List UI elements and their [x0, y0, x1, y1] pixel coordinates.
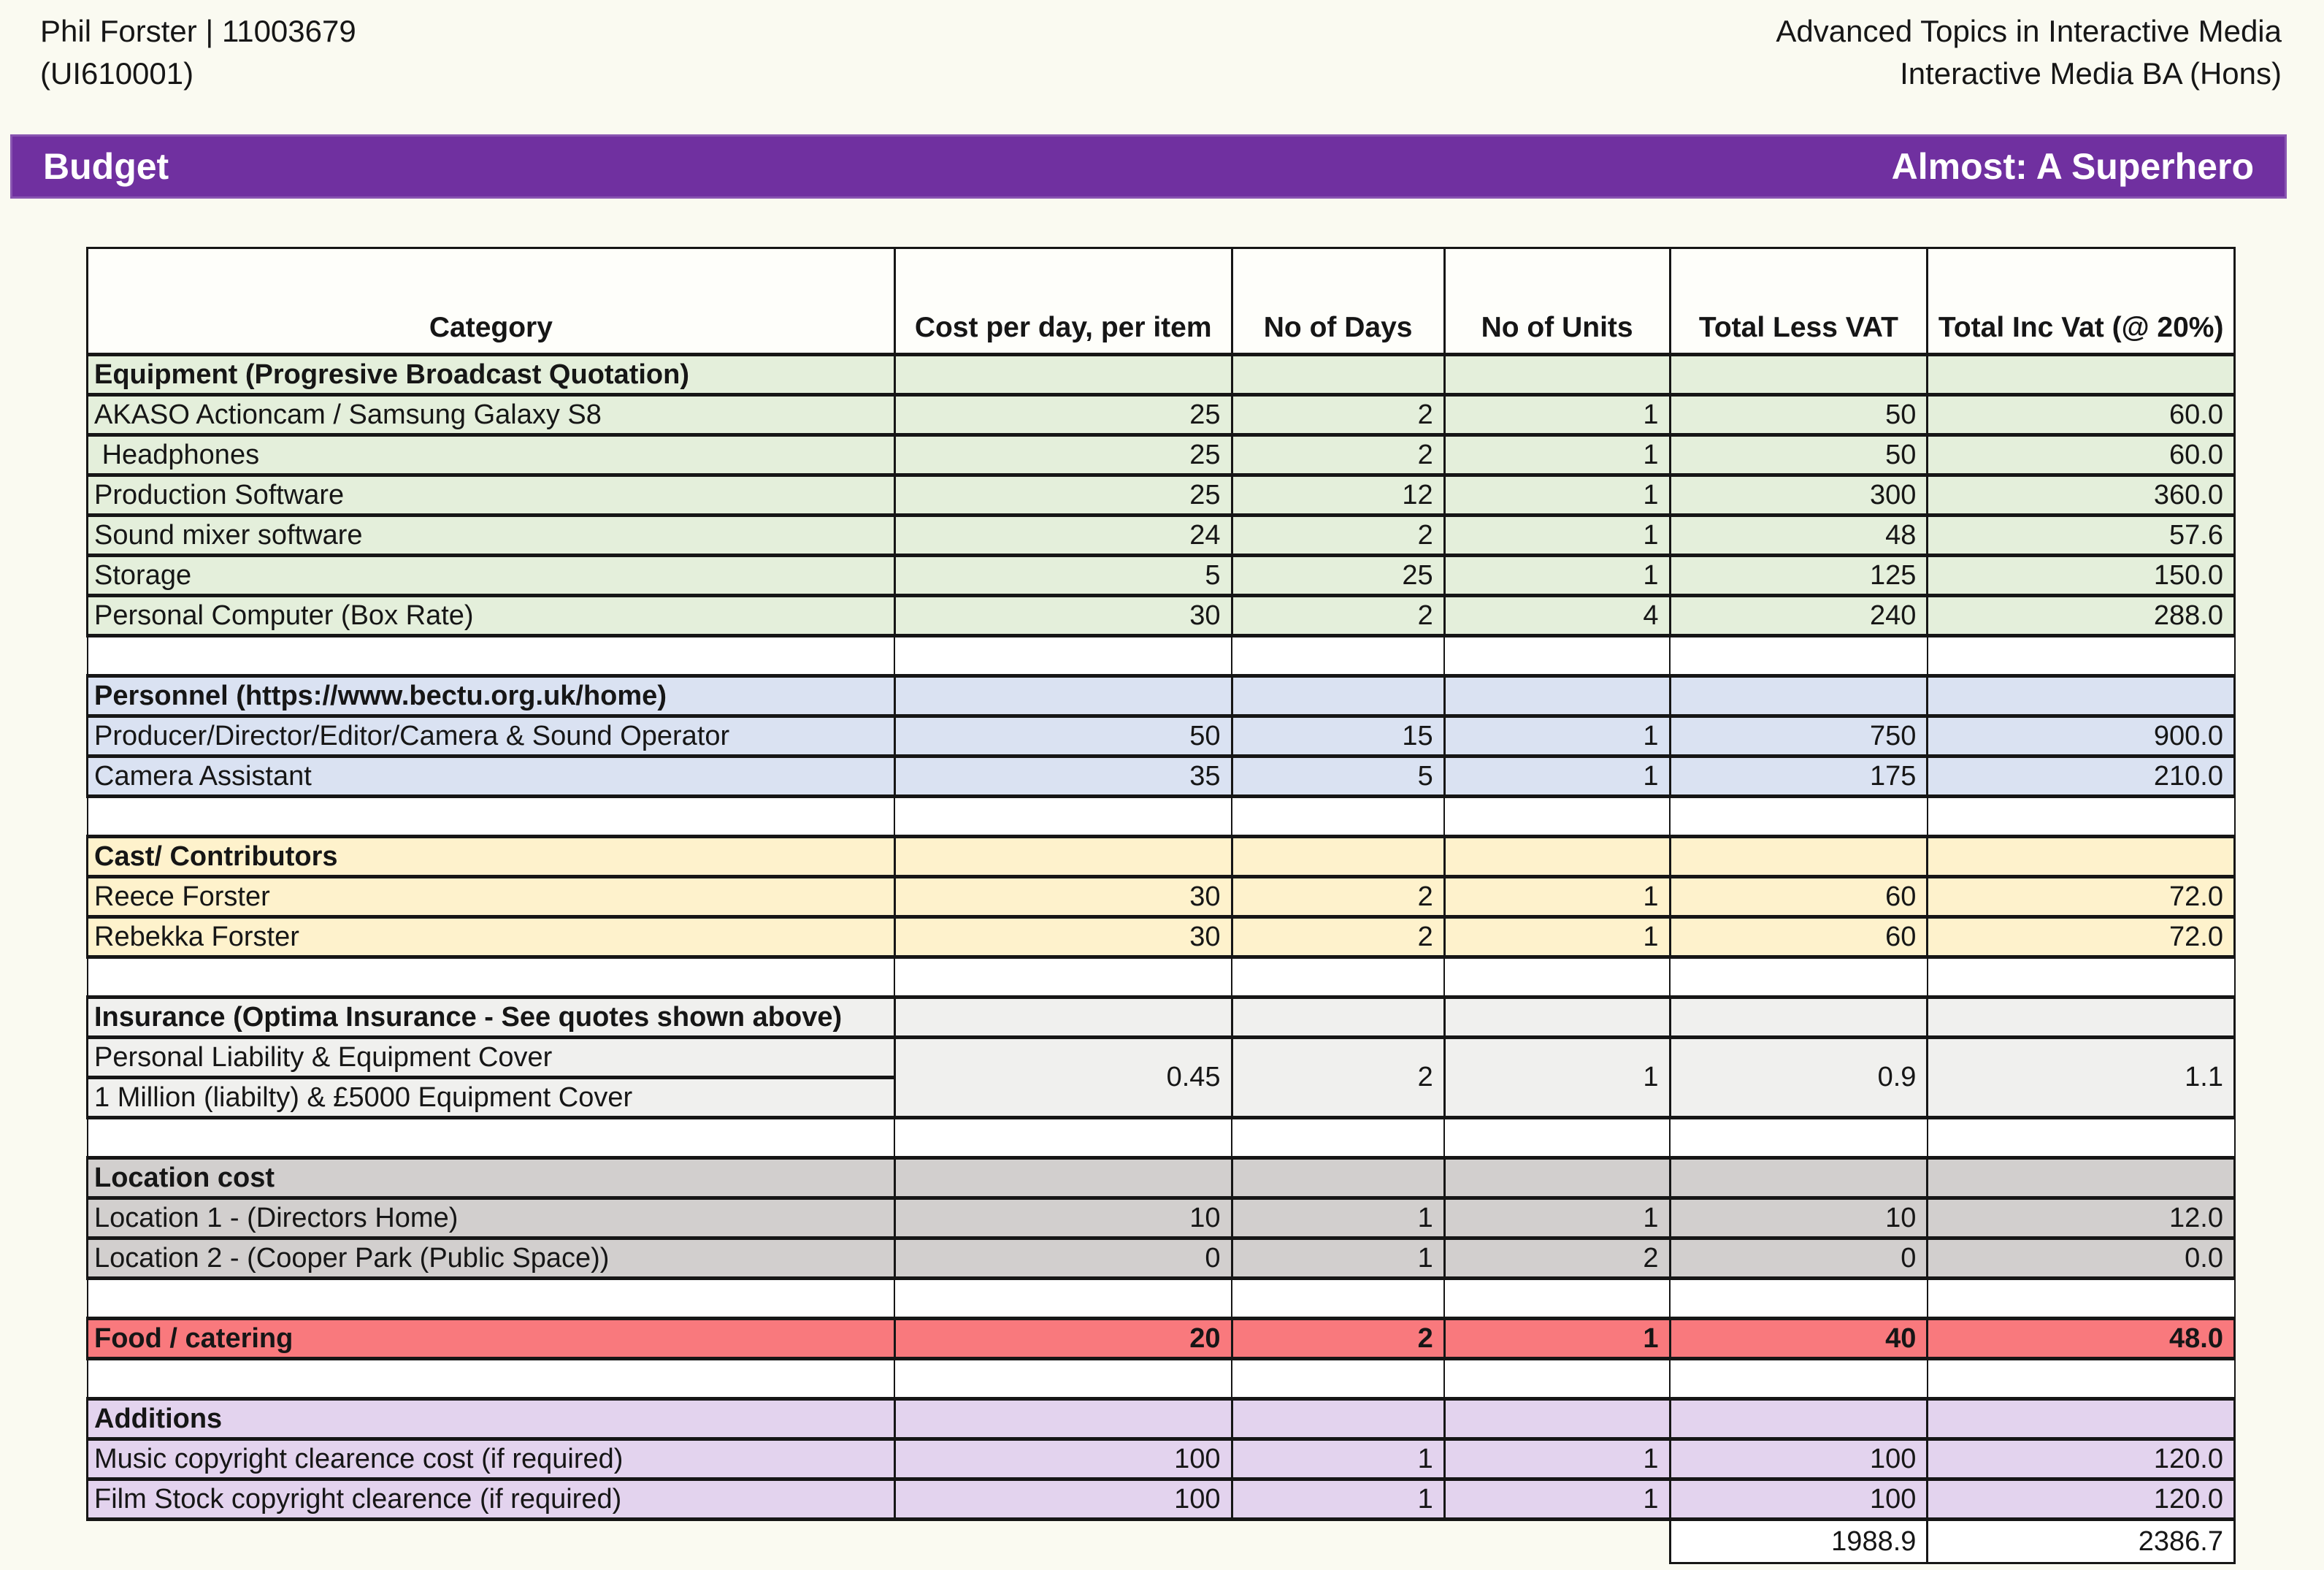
spacer-cell [1928, 1279, 2235, 1319]
section-value-cell [1928, 837, 2235, 877]
value-cell: 750 [1670, 716, 1928, 757]
section-value-cell [1232, 355, 1444, 395]
value-cell: 24 [894, 516, 1232, 556]
value-cell: 60 [1670, 917, 1928, 957]
value-cell: 72.0 [1928, 877, 2235, 917]
category-cell: Camera Assistant [88, 757, 895, 797]
section-value-cell [1444, 1399, 1670, 1439]
student-info [40, 10, 356, 95]
value-cell: 175 [1670, 757, 1928, 797]
spacer-cell [88, 797, 895, 837]
section-value-cell [1232, 1158, 1444, 1198]
value-cell: 1 [1444, 1479, 1670, 1520]
col-header-total-inc-vat: Total Inc Vat (@ 20%) [1928, 248, 2235, 355]
course-title-line: Advanced Topics in Interactive Media [1776, 14, 2282, 48]
spacer-cell [894, 1279, 1232, 1319]
section-value-cell [894, 1158, 1232, 1198]
value-cell: 1 [1444, 435, 1670, 475]
section-title-cell: Food / catering [88, 1319, 895, 1359]
value-cell: 35 [894, 757, 1232, 797]
value-cell: 360.0 [1928, 475, 2235, 516]
category-cell: Location 2 - (Cooper Park (Public Space)) [88, 1238, 895, 1279]
value-cell: 0.45 [894, 1038, 1232, 1118]
value-cell: 72.0 [1928, 917, 2235, 957]
spacer-cell [1670, 1359, 1928, 1399]
value-cell: 288.0 [1928, 596, 2235, 636]
section-value-cell [894, 1399, 1232, 1439]
spacer-cell [88, 1118, 895, 1158]
item-row [88, 556, 2235, 596]
section-value-cell [1928, 1399, 2235, 1439]
item-row [88, 917, 2235, 957]
spacer-row [88, 797, 2235, 837]
value-cell: 120.0 [1928, 1439, 2235, 1479]
category-cell: Rebekka Forster [88, 917, 895, 957]
spacer-cell [1232, 1118, 1444, 1158]
value-cell: 4 [1444, 596, 1670, 636]
value-cell: 100 [894, 1439, 1232, 1479]
section-value-cell [1444, 676, 1670, 716]
value-cell: 900.0 [1928, 716, 2235, 757]
value-cell: 2 [1232, 435, 1444, 475]
value-cell: 0.0 [1928, 1238, 2235, 1279]
item-row [88, 475, 2235, 516]
value-cell: 300 [1670, 475, 1928, 516]
value-cell: 5 [1232, 757, 1444, 797]
section-value-cell [1928, 355, 2235, 395]
value-cell: 25 [894, 475, 1232, 516]
category-cell: Film Stock copyright clearence (if required) [88, 1479, 895, 1520]
category-cell: Production Software [88, 475, 895, 516]
value-cell: 1 [1444, 475, 1670, 516]
col-header-no-of-units: No of Units [1444, 248, 1670, 355]
section-value-cell [1444, 1158, 1670, 1198]
category-cell: Headphones [88, 435, 895, 475]
item-row [88, 435, 2235, 475]
value-cell: 30 [894, 596, 1232, 636]
spacer-cell [1444, 1118, 1670, 1158]
section-value-cell [1670, 1158, 1928, 1198]
section-value-cell [1670, 837, 1928, 877]
value-cell: 12 [1232, 475, 1444, 516]
spacer-cell [1670, 1279, 1928, 1319]
value-cell: 2 [1232, 1038, 1444, 1118]
spacer-cell [1670, 1118, 1928, 1158]
section-title-cell: Personnel (https://www.bectu.org.uk/home) [88, 676, 895, 716]
section-value-cell [1444, 355, 1670, 395]
section-value-cell: 40 [1670, 1319, 1928, 1359]
value-cell: 50 [894, 716, 1232, 757]
value-cell: 10 [894, 1198, 1232, 1238]
section-title-cell: Location cost [88, 1158, 895, 1198]
section-value-cell: 48.0 [1928, 1319, 2235, 1359]
section-header-row [88, 1399, 2235, 1439]
value-cell: 30 [894, 877, 1232, 917]
value-cell: 48 [1670, 516, 1928, 556]
category-cell: Reece Forster [88, 877, 895, 917]
budget-banner [10, 134, 2287, 199]
section-value-cell: 2 [1232, 1319, 1444, 1359]
spacer-cell [894, 636, 1232, 676]
spacer-cell [1928, 797, 2235, 837]
value-cell: 2 [1232, 395, 1444, 435]
student-id-line: (UI610001) [40, 56, 194, 91]
item-row [88, 1038, 2235, 1078]
value-cell: 1 [1444, 757, 1670, 797]
section-value-cell [1928, 997, 2235, 1038]
item-row [88, 1439, 2235, 1479]
value-cell: 2 [1444, 1238, 1670, 1279]
value-cell: 210.0 [1928, 757, 2235, 797]
section-value-cell [1232, 676, 1444, 716]
value-cell: 1 [1444, 716, 1670, 757]
totals-empty-cell [1444, 1520, 1670, 1563]
section-value-cell [1670, 676, 1928, 716]
section-value-cell: 1 [1444, 1319, 1670, 1359]
section-header-row [88, 676, 2235, 716]
spacer-cell [1928, 1359, 2235, 1399]
category-cell: 1 Million (liabilty) & £5000 Equipment Cover [88, 1078, 895, 1118]
section-header-row [88, 837, 2235, 877]
section-header-row [88, 1319, 2235, 1359]
spacer-cell [88, 1359, 895, 1399]
spacer-cell [1670, 797, 1928, 837]
value-cell: 60.0 [1928, 395, 2235, 435]
value-cell: 0 [894, 1238, 1232, 1279]
section-value-cell [1670, 1399, 1928, 1439]
section-header-row [88, 1158, 2235, 1198]
col-header-cost-per-day: Cost per day, per item [894, 248, 1232, 355]
category-cell: Producer/Director/Editor/Camera & Sound Operator [88, 716, 895, 757]
value-cell: 1 [1232, 1238, 1444, 1279]
item-row [88, 877, 2235, 917]
spacer-cell [1232, 1279, 1444, 1319]
spacer-cell [1928, 1118, 2235, 1158]
item-row [88, 1198, 2235, 1238]
section-title-cell: Equipment (Progresive Broadcast Quotation) [88, 355, 895, 395]
spacer-row [88, 1118, 2235, 1158]
category-cell: Sound mixer software [88, 516, 895, 556]
budget-table-container [86, 247, 2236, 1564]
value-cell: 1 [1444, 516, 1670, 556]
value-cell: 1 [1232, 1198, 1444, 1238]
category-cell: Location 1 - (Directors Home) [88, 1198, 895, 1238]
budget-table [86, 247, 2236, 1564]
value-cell: 1 [1444, 556, 1670, 596]
grand-total-less-vat: 1988.9 [1670, 1520, 1928, 1563]
value-cell: 5 [894, 556, 1232, 596]
spacer-cell [894, 1118, 1232, 1158]
value-cell: 10 [1670, 1198, 1928, 1238]
value-cell: 0 [1670, 1238, 1928, 1279]
spacer-cell [1670, 957, 1928, 997]
value-cell: 1 [1444, 1439, 1670, 1479]
section-value-cell [1232, 837, 1444, 877]
value-cell: 1.1 [1928, 1038, 2235, 1118]
banner-project-title: Almost: A Superhero [1891, 146, 2254, 187]
spacer-cell [1444, 1279, 1670, 1319]
section-value-cell [894, 997, 1232, 1038]
item-row [88, 395, 2235, 435]
spacer-cell [1444, 1359, 1670, 1399]
value-cell: 150.0 [1928, 556, 2235, 596]
spacer-cell [894, 797, 1232, 837]
value-cell: 2 [1232, 596, 1444, 636]
value-cell: 25 [1232, 556, 1444, 596]
value-cell: 60 [1670, 877, 1928, 917]
spacer-cell [1444, 957, 1670, 997]
value-cell: 50 [1670, 395, 1928, 435]
category-cell: Personal Liability & Equipment Cover [88, 1038, 895, 1078]
spacer-cell [1928, 957, 2235, 997]
value-cell: 100 [894, 1479, 1232, 1520]
spacer-cell [1444, 636, 1670, 676]
value-cell: 100 [1670, 1439, 1928, 1479]
item-row [88, 596, 2235, 636]
value-cell: 100 [1670, 1479, 1928, 1520]
spacer-cell [1232, 957, 1444, 997]
value-cell: 0.9 [1670, 1038, 1928, 1118]
value-cell: 25 [894, 435, 1232, 475]
col-header-no-of-days: No of Days [1232, 248, 1444, 355]
value-cell: 1 [1232, 1439, 1444, 1479]
category-cell: Storage [88, 556, 895, 596]
spacer-row [88, 636, 2235, 676]
spacer-cell [1670, 636, 1928, 676]
section-value-cell [1444, 837, 1670, 877]
value-cell: 30 [894, 917, 1232, 957]
section-value-cell [894, 676, 1232, 716]
value-cell: 1 [1444, 917, 1670, 957]
value-cell: 1 [1444, 1198, 1670, 1238]
totals-row [88, 1520, 2235, 1563]
course-info [1776, 10, 2282, 95]
banner-title: Budget [43, 146, 169, 187]
section-value-cell [1928, 1158, 2235, 1198]
item-row [88, 516, 2235, 556]
section-header-row [88, 355, 2235, 395]
section-title-cell: Cast/ Contributors [88, 837, 895, 877]
section-header-row [88, 997, 2235, 1038]
section-value-cell [894, 355, 1232, 395]
value-cell: 2 [1232, 516, 1444, 556]
grand-total-inc-vat: 2386.7 [1928, 1520, 2235, 1563]
spacer-cell [88, 636, 895, 676]
totals-empty-cell [1232, 1520, 1444, 1563]
category-cell: Personal Computer (Box Rate) [88, 596, 895, 636]
course-degree-line: Interactive Media BA (Hons) [1900, 56, 2282, 91]
spacer-row [88, 957, 2235, 997]
section-title-cell: Additions [88, 1399, 895, 1439]
category-cell: Music copyright clearence cost (if required) [88, 1439, 895, 1479]
spacer-row [88, 1279, 2235, 1319]
value-cell: 1 [1232, 1479, 1444, 1520]
value-cell: 1 [1444, 395, 1670, 435]
value-cell: 12.0 [1928, 1198, 2235, 1238]
student-name-line: Phil Forster | 11003679 [40, 14, 356, 48]
spacer-cell [1232, 1359, 1444, 1399]
section-value-cell: 20 [894, 1319, 1232, 1359]
item-row [88, 716, 2235, 757]
item-row [88, 1238, 2235, 1279]
spacer-cell [88, 957, 895, 997]
spacer-cell [894, 1359, 1232, 1399]
section-value-cell [1444, 997, 1670, 1038]
spacer-cell [1232, 797, 1444, 837]
section-value-cell [1232, 1399, 1444, 1439]
section-value-cell [1232, 997, 1444, 1038]
value-cell: 25 [894, 395, 1232, 435]
item-row [88, 757, 2235, 797]
value-cell: 2 [1232, 917, 1444, 957]
spacer-cell [894, 957, 1232, 997]
value-cell: 60.0 [1928, 435, 2235, 475]
value-cell: 240 [1670, 596, 1928, 636]
section-value-cell [1670, 997, 1928, 1038]
column-header-row [88, 248, 2235, 355]
spacer-cell [88, 1279, 895, 1319]
spacer-cell [1232, 636, 1444, 676]
spacer-row [88, 1359, 2235, 1399]
section-value-cell [1670, 355, 1928, 395]
section-title-cell: Insurance (Optima Insurance - See quotes shown above) [88, 997, 895, 1038]
value-cell: 125 [1670, 556, 1928, 596]
section-value-cell [894, 837, 1232, 877]
value-cell: 57.6 [1928, 516, 2235, 556]
totals-empty-cell [88, 1520, 895, 1563]
value-cell: 50 [1670, 435, 1928, 475]
value-cell: 2 [1232, 877, 1444, 917]
value-cell: 1 [1444, 1038, 1670, 1118]
section-value-cell [1928, 676, 2235, 716]
category-cell: AKASO Actioncam / Samsung Galaxy S8 [88, 395, 895, 435]
totals-empty-cell [894, 1520, 1232, 1563]
budget-table-body [88, 355, 2235, 1563]
col-header-total-less-vat: Total Less VAT [1670, 248, 1928, 355]
value-cell: 120.0 [1928, 1479, 2235, 1520]
spacer-cell [1928, 636, 2235, 676]
col-header-category: Category [88, 248, 895, 355]
spacer-cell [1444, 797, 1670, 837]
item-row [88, 1479, 2235, 1520]
value-cell: 1 [1444, 877, 1670, 917]
value-cell: 15 [1232, 716, 1444, 757]
